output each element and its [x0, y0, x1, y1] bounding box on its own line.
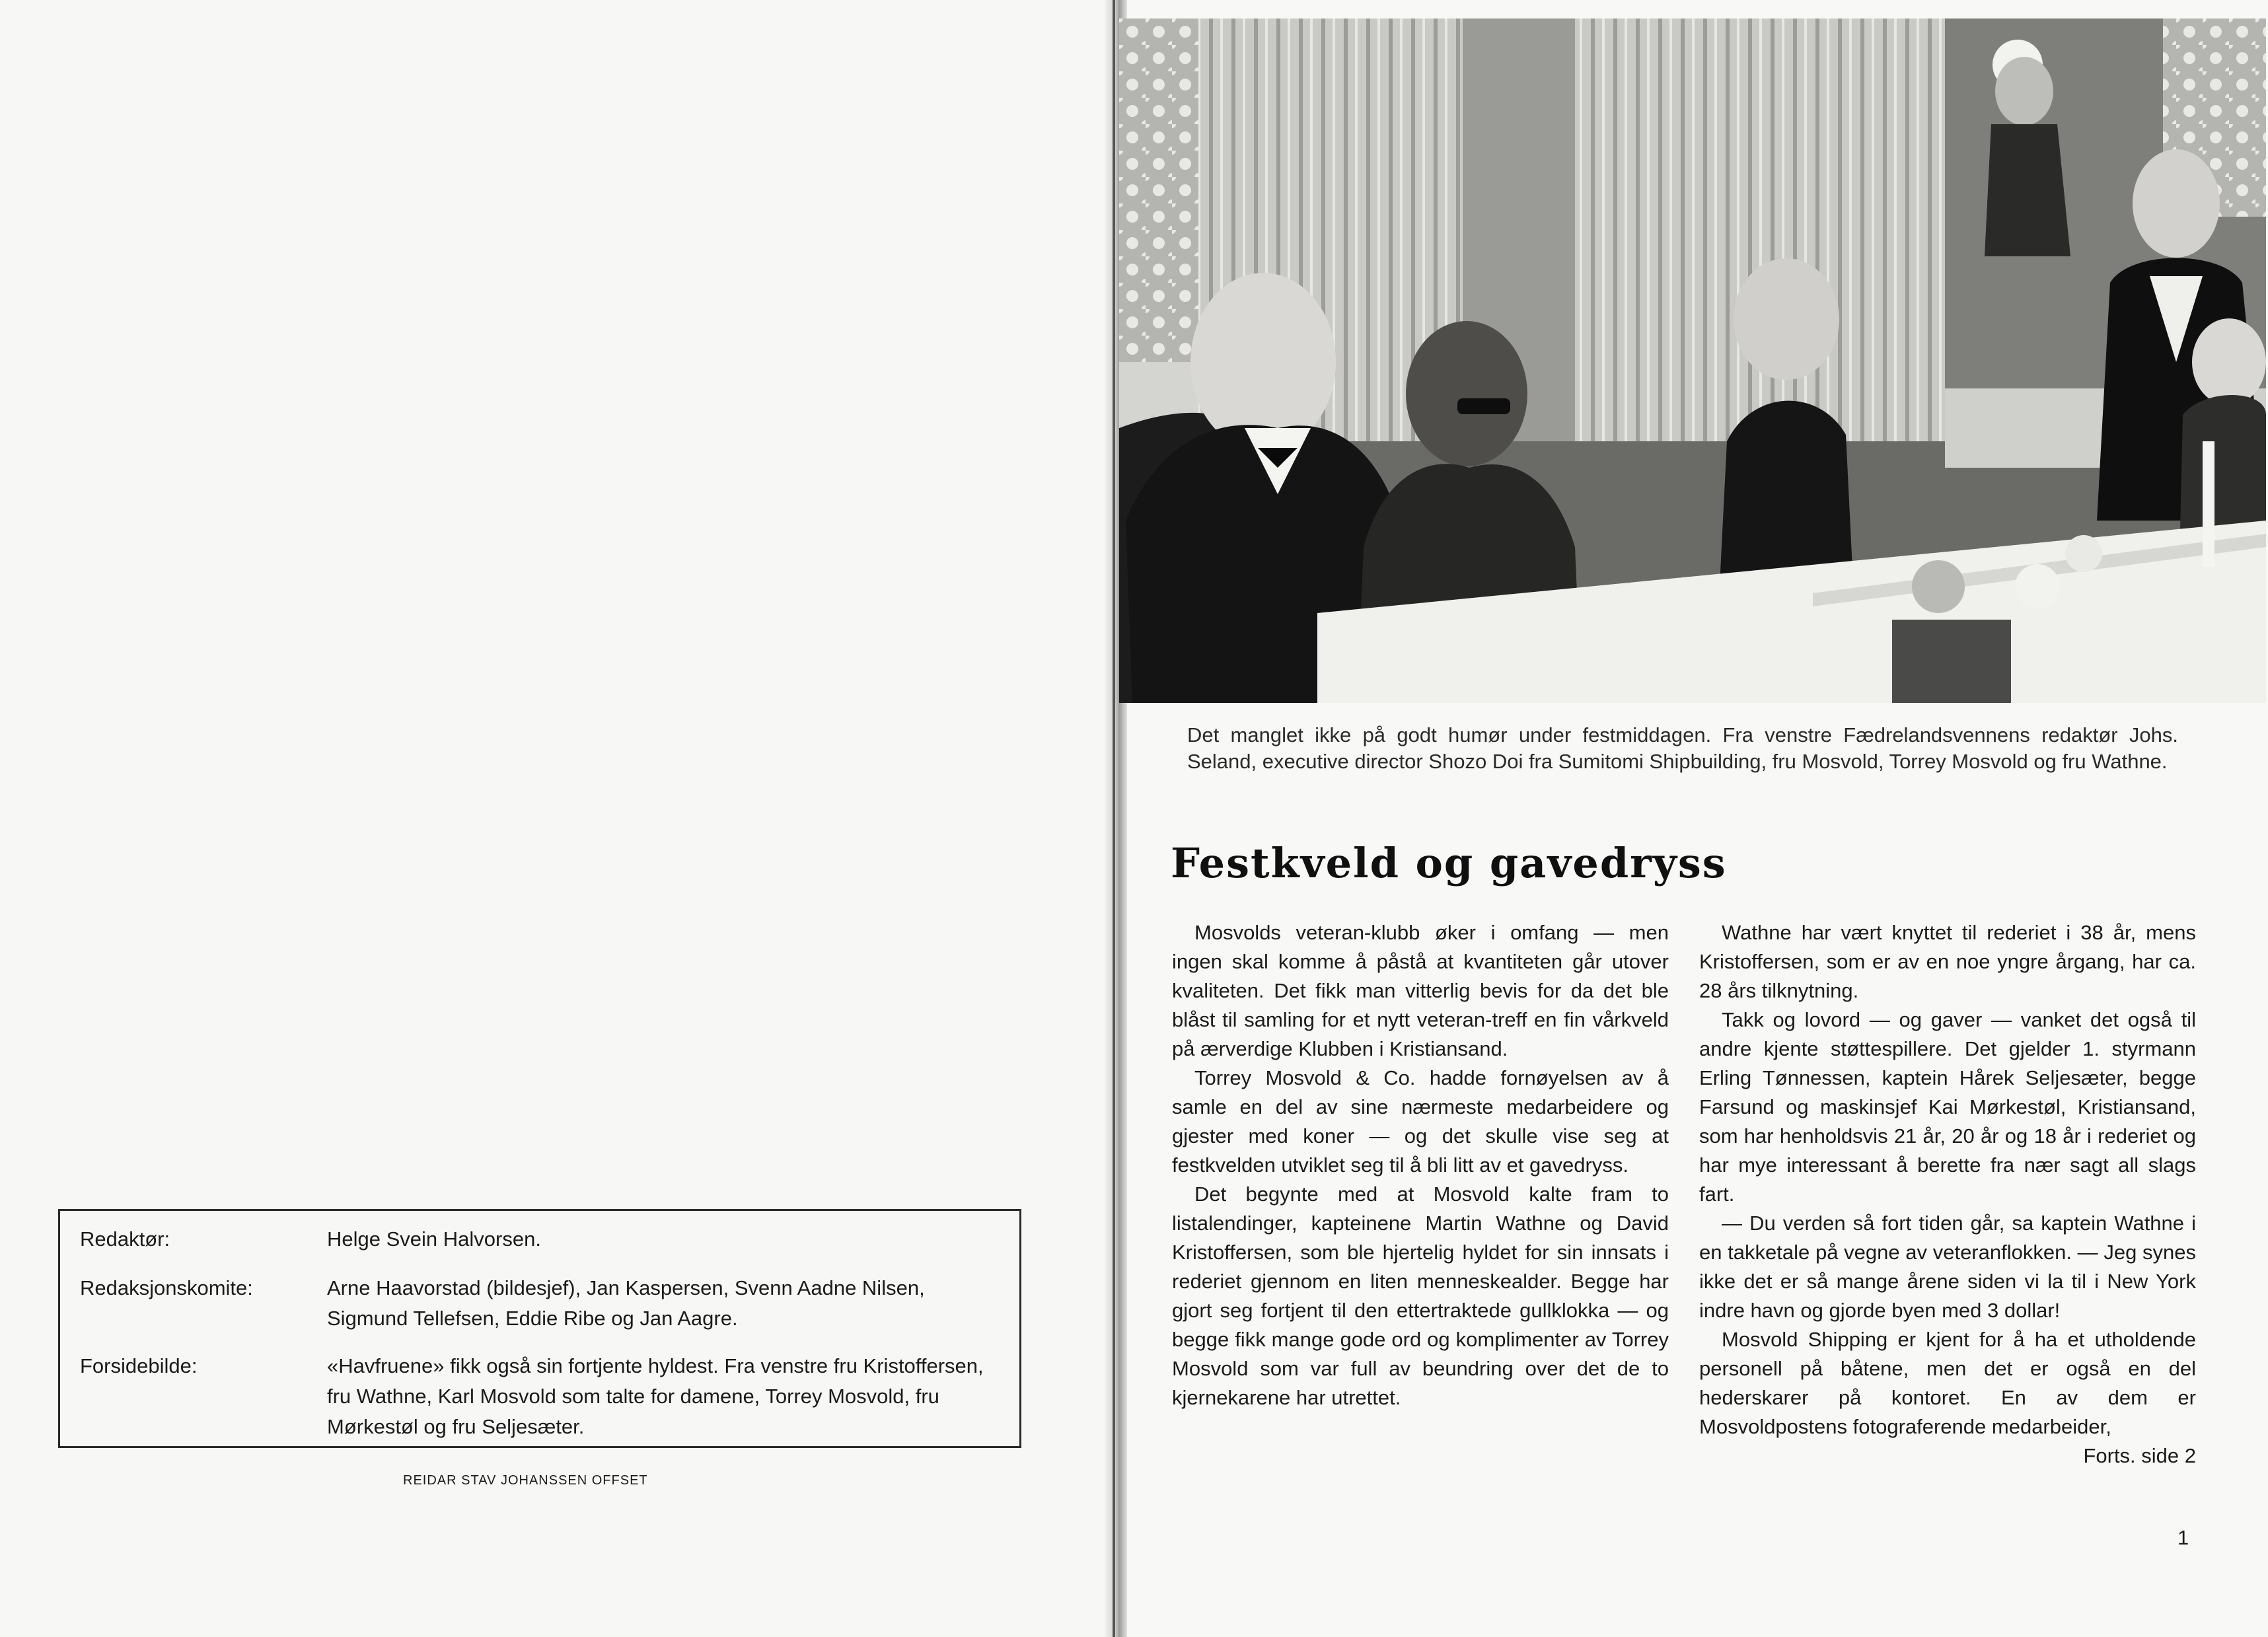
article-paragraph: Torrey Mosvold & Co. hadde fornøyelsen av å samle en del av sine nærmeste medarbeidere og gjester med koner — og det skulle vise seg at festkvelden utviklet seg til å bli litt av et gavedryss. [1172, 1066, 1669, 1177]
spine-fold-line [1113, 0, 1115, 1637]
article-paragraph: Wathne har vært knyttet til rederiet i 38 år, mens Kristoffersen, som er av en noe yngre årgang, har ca. 28 års tilknytning. [1699, 921, 2196, 1002]
credit-label: Forsidebilde: [80, 1354, 198, 1377]
printer-imprint: REIDAR STAV JOHANSSEN OFFSET [403, 1473, 648, 1488]
article-paragraph: Mosvolds veteran-klubb øker i omfang — men ingen skal komme å påstå at kvantiteten går utover kvaliteten. Det fikk man vitterlig bevis for da det ble blåst til samling for et nytt veteran-treff en fin vårkveld på ærverdige Klubben i Kristiansand. [1172, 921, 1669, 1060]
credit-value: Arne Haavorstad (bildesjef), Jan Kaspersen, Svenn Aadne Nilsen, Sigmund Tellefsen, Eddie Ribe og Jan Aagre. [327, 1276, 925, 1330]
credit-label: Redaksjonskomite: [80, 1276, 253, 1299]
banquet-photo [1119, 18, 2266, 703]
credit-label: Redaktør: [80, 1227, 170, 1251]
page-number: 1 [2177, 1526, 2189, 1549]
photo-caption: Det manglet ikke på godt humør under festmiddagen. Fra venstre Fædrelandsvennens redaktør Johs. Seland, executive director Shozo Doi fra Sumitomi Shipbuilding, fru Mosvold, Torrey Mosvold og fru Wathne. [1187, 723, 2178, 773]
credit-value: Helge Svein Halvorsen. [327, 1227, 541, 1251]
article-paragraph: Takk og lovord — og gaver — vanket det også til andre kjente støttespillere. Det gjelder 1. styrmann Erling Tønnessen, kaptein Hårek Seljesæter, begge Farsund og maskinsjef Kai Mørkestøl, Kristiansand, som har henholdsvis 21 år, 20 år og 18 år i rederiet og har mye interessant å berette fra nær sagt all slags fart. [1699, 1008, 2196, 1206]
credit-value: «Havfruene» fikk også sin fortjente hyldest. Fra venstre fru Kristoffersen, fru Wathne, Karl Mosvold som talte for damene, Torrey Mosvold, fru Mørkestøl og fru Seljesæter. [327, 1354, 984, 1438]
editorial-credits-box [58, 1209, 1021, 1448]
article-headline: Festkveld og gavedryss [1171, 839, 1727, 887]
left-page [0, 0, 1115, 1637]
article-paragraph: Mosvold Shipping er kjent for å ha et utholdende personell på båtene, men det er også en del hederskarer på kontoret. En av dem er Mosvoldpostens fotograferende medarbeider, [1699, 1328, 2196, 1438]
continued-note: Forts. side 2 [2083, 1444, 2196, 1467]
article-column-right [1699, 918, 2196, 1471]
article-paragraph: Det begynte med at Mosvold kalte fram to listalendinger, kapteinene Martin Wathne og David Kristoffersen, som ble hjertelig hyldet for sin innsats i rederiet gjennom en liten menneskealder. Begge har gjort seg fortjent til den ettertraktede gullklokka — og begge fikk mange gode ord og komplimenter av Torrey Mosvold som var full av beundring over det de to kjernekarene har utrettet. [1172, 1182, 1669, 1409]
article-column-left [1172, 918, 1669, 1412]
banquet-photo-illustration [1119, 18, 2266, 703]
article-paragraph: — Du verden så fort tiden går, sa kaptein Wathne i en takketale på vegne av veteranflokken. — Jeg synes ikke det er så mange årene siden vi la til i New York indre havn og gjorde byen med 3 dollar! [1699, 1212, 2196, 1322]
